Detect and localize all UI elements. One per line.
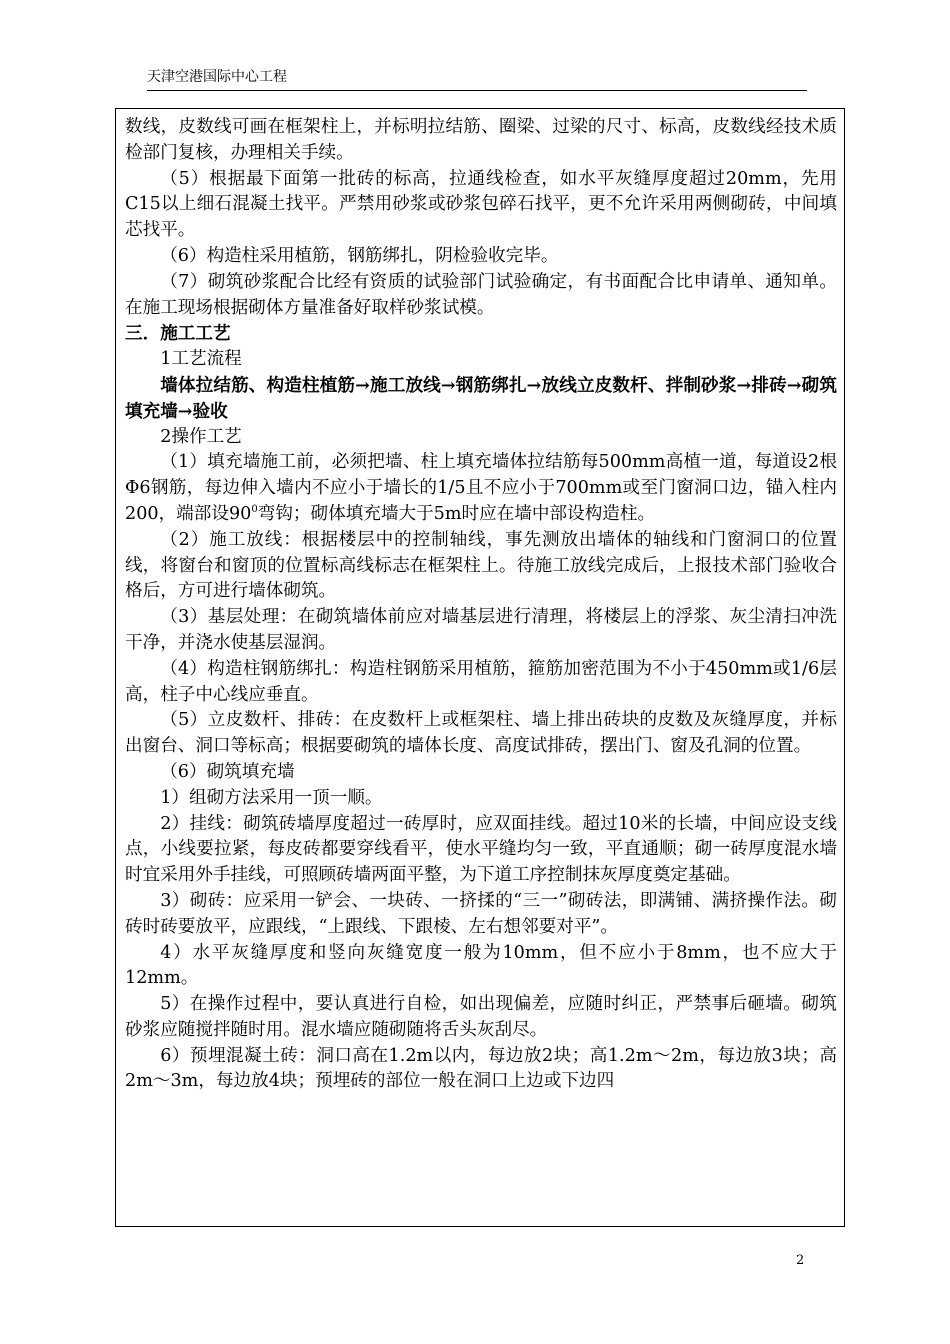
paragraph: （5）立皮数杆、排砖：在皮数杆上或框架柱、墙上排出砖块的皮数及灰缝厚度，并标出窗台、洞口等标高；根据要砌筑的墙体长度、高度试排砖，摆出门、窗及孔洞的位置。 <box>125 710 837 757</box>
paragraph: （7）砌筑砂浆配合比经有资质的试验部门试验确定，有书面配合比申请单、通知单。在施工现场根据砌体方量准备好取样砂浆试模。 <box>125 271 837 318</box>
paragraph: （6）砌筑填充墙 <box>160 761 295 782</box>
header-title: 天津空港国际中心工程 <box>147 69 287 85</box>
paragraph: 2）挂线：砌筑砖墙厚度超过一砖厚时，应双面挂线。超过10米的长墙，中间应设支线点，小线要拉紧，每皮砖都要穿线看平，使水平缝均匀一致，平直通顺；砌一砖厚度混水墙时宜采用外手挂线，可照顾砖墙两面平整，为下道工序控制抹灰厚度奠定基础。 <box>125 813 837 886</box>
paragraph: 5）在操作过程中，要认真进行自检，如出现偏差，应随时纠正，严禁事后砸墙。砌筑砂浆应随搅拌随时用。混水墙应随砌随将舌头灰刮尽。 <box>125 994 837 1040</box>
paragraph: 数线，皮数线可画在框架柱上，并标明拉结筋、圈梁、过梁的尺寸、标高，皮数线经技术质检部门复核，办理相关手续。 <box>125 117 837 163</box>
process-flow: 墙体拉结筋、构造柱植筋→施工放线→钢筋绑扎→放线立皮数杆、拌制砂浆→排砖→砌筑填充墙→验收 <box>125 374 837 422</box>
paragraph: （2）施工放线：根据楼层中的控制轴线，事先测放出墙体的轴线和门窗洞口的位置线，将窗台和窗顶的位置标高线标志在框架柱上。待施工放线完成后，上报技术部门验收合格后，方可进行墙体砌筑。 <box>125 529 837 602</box>
paragraph: 1）组砌方法采用一顶一顺。 <box>160 787 383 808</box>
degree-superscript: 0 <box>251 504 258 516</box>
paragraph: 4）水平灰缝厚度和竖向灰缝宽度一般为10mm，但不应小于8mm，也不应大于12mm。 <box>125 942 837 989</box>
content-frame <box>115 108 845 1227</box>
page-header <box>147 68 807 91</box>
subsection-heading: 1工艺流程 <box>160 349 242 370</box>
paragraph: 3）砌砖：应采用一铲会、一块砖、一挤揉的“三一”砌砖法，即满铺、满挤操作法。砌砖时砖要放平，应跟线，“上跟线、下跟棱、左右想邻要对平”。 <box>125 890 837 937</box>
paragraph <box>125 450 837 527</box>
paragraph: （6）构造柱采用植筋，钢筋绑扎，阴检验收完毕。 <box>160 245 559 266</box>
paragraph: （4）构造柱钢筋绑扎：构造柱钢筋采用植筋，箍筋加密范围为不小于450mm或1/6层高，柱子中心线应垂直。 <box>125 658 837 705</box>
paragraph-text: 弯钩；砌体填充墙大于5m时应在墙中部设构造柱。 <box>257 503 656 524</box>
paragraph: （5）根据最下面第一批砖的标高，拉通线检查，如水平灰缝厚度超过20mm，先用C15以上细石混凝土找平。严禁用砂浆或砂浆包碎石找平，更不允许采用两侧砌砖，中间填芯找平。 <box>125 168 837 241</box>
paragraph-text: （1）填充墙施工前，必须把墙、柱上填充墙体拉结筋每500mm高植一道，每道设2根Φ6钢筋，每边伸入墙内不应小于墙长的1/5且不应小于700mm或至门窗洞口边，锚入柱内200，端部设90 <box>125 452 837 524</box>
subsection-heading: 2操作工艺 <box>160 426 242 447</box>
paragraph: 6）预埋混凝土砖：洞口高在1.2m以内，每边放2块；高1.2m～2m，每边放3块；高2m～3m，每边放4块；预埋砖的部位一般在洞口上边或下边四 <box>125 1045 837 1092</box>
paragraph: （3）基层处理：在砌筑墙体前应对墙基层进行清理，将楼层上的浮浆、灰尘清扫冲洗干净，并浇水使基层湿润。 <box>125 607 837 653</box>
section-heading: 三．施工工艺 <box>125 323 231 345</box>
page-number: 2 <box>796 1253 805 1268</box>
document-body <box>125 115 837 1095</box>
